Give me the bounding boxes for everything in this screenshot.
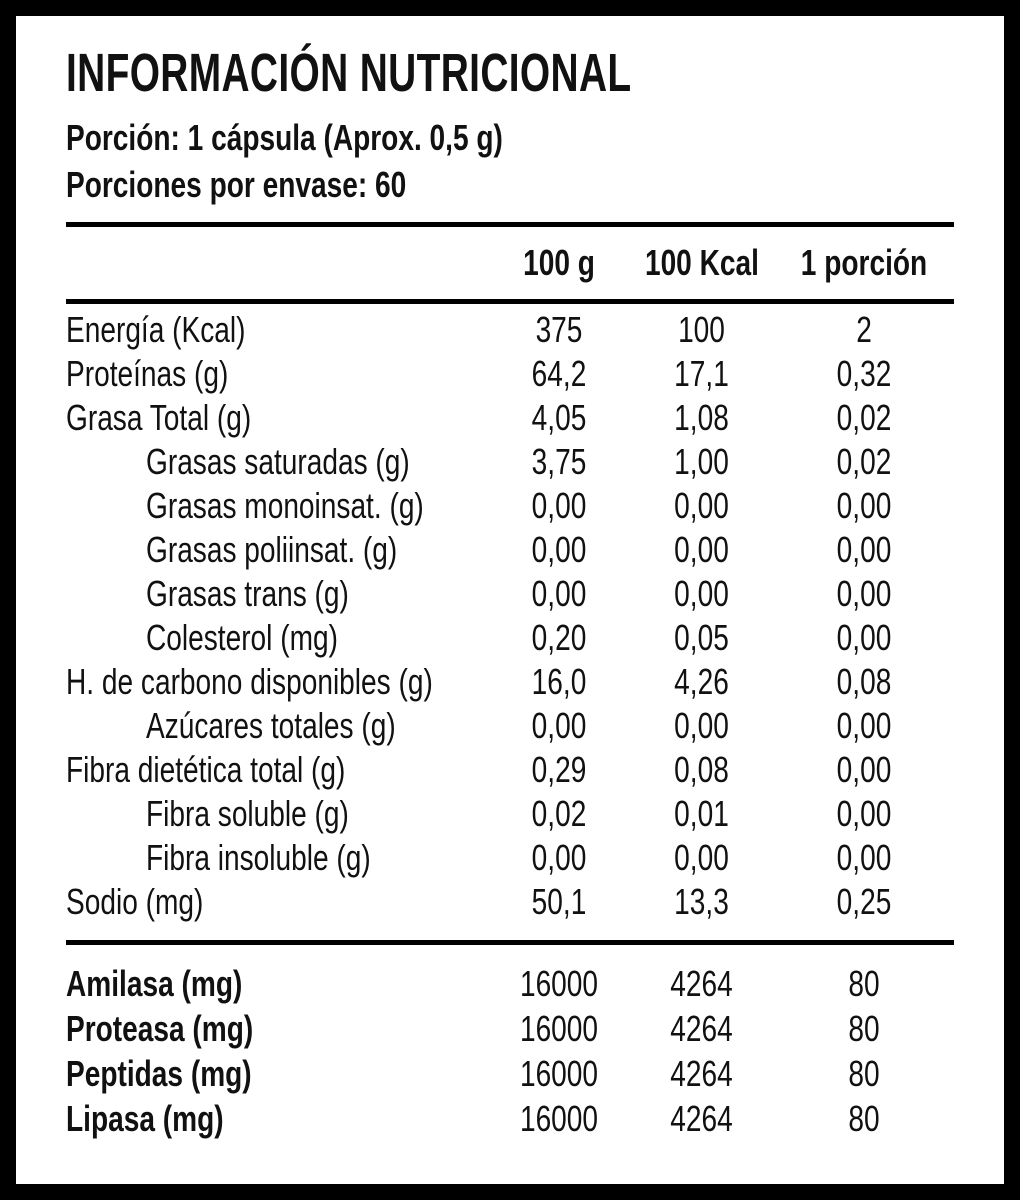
column-header-100g xyxy=(489,242,629,284)
row-value-100kcal-cell xyxy=(629,352,774,396)
row-value-100g-cell xyxy=(489,660,629,704)
nutrient-row xyxy=(66,484,954,528)
row-value-100g: 375 xyxy=(535,309,583,350)
row-value-porcion-cell xyxy=(774,572,954,616)
row-value-100g-cell xyxy=(489,616,629,660)
row-value-porcion-cell xyxy=(774,1006,954,1051)
row-value-100kcal-cell xyxy=(629,792,774,836)
row-label-cell xyxy=(66,352,489,396)
row-label: Proteasa (mg) xyxy=(66,1008,254,1049)
label-title xyxy=(66,42,954,104)
row-value-100g-cell xyxy=(489,528,629,572)
row-label: Grasa Total (g) xyxy=(66,397,252,438)
row-value-100kcal: 13,3 xyxy=(674,881,729,922)
nutrient-row xyxy=(66,660,954,704)
row-label: Colesterol (mg) xyxy=(146,617,338,658)
row-value-100kcal-cell xyxy=(629,961,774,1006)
nutrient-row xyxy=(66,440,954,484)
row-value-100g-cell xyxy=(489,748,629,792)
row-value-100g-cell xyxy=(489,704,629,748)
row-value-porcion: 0,32 xyxy=(836,353,892,394)
row-value-porcion: 80 xyxy=(848,1098,880,1139)
row-label-cell xyxy=(66,572,489,616)
row-value-100g-cell xyxy=(489,484,629,528)
serving-size-text: Porción: 1 cápsula (Aprox. 0,5 g) xyxy=(66,117,503,158)
enzyme-rows xyxy=(66,961,954,1141)
row-value-100g-cell xyxy=(489,961,629,1006)
row-value-100g-cell xyxy=(489,880,629,924)
nutrient-row xyxy=(66,616,954,660)
row-value-100kcal: 0,00 xyxy=(674,529,729,570)
row-value-100g: 64,2 xyxy=(531,353,587,394)
row-value-100kcal: 4264 xyxy=(670,1098,733,1139)
row-value-porcion: 2 xyxy=(856,309,872,350)
row-value-100kcal: 0,08 xyxy=(674,749,729,790)
row-value-100kcal: 100 xyxy=(678,309,725,350)
nutrient-row xyxy=(66,396,954,440)
row-value-100kcal-cell xyxy=(629,308,774,352)
row-value-porcion: 0,02 xyxy=(836,441,892,482)
row-label: Lipasa (mg) xyxy=(66,1098,224,1139)
row-label: Amilasa (mg) xyxy=(66,963,243,1004)
row-value-100g-cell xyxy=(489,1006,629,1051)
row-label-cell xyxy=(66,440,489,484)
row-value-porcion-cell xyxy=(774,836,954,880)
row-value-porcion: 0,00 xyxy=(836,617,892,658)
row-label-cell xyxy=(66,836,489,880)
row-label-cell xyxy=(66,660,489,704)
row-label: Azúcares totales (g) xyxy=(146,705,396,746)
serving-size-line xyxy=(66,114,954,161)
row-value-porcion: 0,08 xyxy=(836,661,892,702)
nutrient-row xyxy=(66,836,954,880)
row-label-cell xyxy=(66,748,489,792)
row-value-100g: 4,05 xyxy=(531,397,587,438)
row-value-100kcal: 0,00 xyxy=(674,573,729,614)
row-label-cell xyxy=(66,792,489,836)
row-label-cell xyxy=(66,616,489,660)
row-value-100kcal-cell xyxy=(629,880,774,924)
row-value-100g: 0,00 xyxy=(531,705,587,746)
nutrient-row xyxy=(66,748,954,792)
row-value-100g-cell xyxy=(489,836,629,880)
row-label: Energía (Kcal) xyxy=(66,309,246,350)
row-value-100kcal-cell xyxy=(629,572,774,616)
row-label: Grasas saturadas (g) xyxy=(146,441,410,482)
row-value-porcion: 0,02 xyxy=(836,397,892,438)
row-value-100kcal-cell xyxy=(629,616,774,660)
row-value-100kcal: 0,05 xyxy=(674,617,729,658)
row-label: H. de carbono disponibles (g) xyxy=(66,661,433,702)
row-label: Peptidas (mg) xyxy=(66,1053,252,1094)
row-value-100kcal: 0,01 xyxy=(674,793,729,834)
row-label-cell xyxy=(66,308,489,352)
row-value-100kcal-cell xyxy=(629,836,774,880)
row-value-100kcal: 4264 xyxy=(670,1008,733,1049)
enzyme-row xyxy=(66,1051,954,1096)
row-value-100g: 0,00 xyxy=(531,573,587,614)
row-value-100kcal-cell xyxy=(629,396,774,440)
row-value-porcion-cell xyxy=(774,1051,954,1096)
nutrient-row xyxy=(66,572,954,616)
row-value-porcion-cell xyxy=(774,704,954,748)
row-value-porcion: 80 xyxy=(848,1008,880,1049)
row-label: Fibra soluble (g) xyxy=(146,793,349,834)
row-value-100g: 0,00 xyxy=(531,485,587,526)
column-header-100kcal-text: 100 Kcal xyxy=(644,242,759,283)
enzyme-row xyxy=(66,961,954,1006)
row-label-cell xyxy=(66,484,489,528)
row-value-100kcal-cell xyxy=(629,704,774,748)
row-value-100g: 0,29 xyxy=(531,749,587,790)
nutrient-rows xyxy=(66,304,954,924)
row-value-100g: 0,00 xyxy=(531,837,587,878)
serving-info xyxy=(66,114,954,208)
divider-enzymes xyxy=(66,940,954,945)
row-label-cell xyxy=(66,880,489,924)
row-value-100g-cell xyxy=(489,440,629,484)
row-label: Grasas poliinsat. (g) xyxy=(146,529,398,570)
row-value-100kcal-cell xyxy=(629,660,774,704)
row-value-100kcal-cell xyxy=(629,748,774,792)
row-label: Fibra insoluble (g) xyxy=(146,837,371,878)
row-value-100kcal-cell xyxy=(629,484,774,528)
row-value-100g-cell xyxy=(489,572,629,616)
row-label: Sodio (mg) xyxy=(66,881,204,922)
row-value-porcion-cell xyxy=(774,440,954,484)
row-value-porcion: 0,00 xyxy=(836,573,892,614)
row-value-100kcal: 0,00 xyxy=(674,837,729,878)
row-value-porcion: 0,00 xyxy=(836,529,892,570)
row-value-porcion: 0,25 xyxy=(836,881,892,922)
label-title-text: INFORMACIÓN NUTRICIONAL xyxy=(66,43,632,103)
row-value-porcion-cell xyxy=(774,308,954,352)
row-value-100kcal: 1,00 xyxy=(674,441,729,482)
row-value-100g: 3,75 xyxy=(531,441,587,482)
enzyme-row xyxy=(66,1006,954,1051)
row-label-cell xyxy=(66,1006,489,1051)
row-value-100kcal-cell xyxy=(629,1006,774,1051)
row-value-porcion: 80 xyxy=(848,963,880,1004)
row-value-100g: 16000 xyxy=(519,1098,599,1139)
row-label-cell xyxy=(66,1096,489,1141)
row-value-porcion-cell xyxy=(774,616,954,660)
servings-per-container-line xyxy=(66,161,954,208)
servings-per-container-text: Porciones por envase: 60 xyxy=(66,164,407,205)
row-value-100kcal: 0,00 xyxy=(674,705,729,746)
row-value-100g-cell xyxy=(489,792,629,836)
row-value-porcion-cell xyxy=(774,396,954,440)
column-header-100g-text: 100 g xyxy=(523,242,595,283)
row-value-100g-cell xyxy=(489,1096,629,1141)
row-value-100g: 0,02 xyxy=(531,793,587,834)
nutrient-row xyxy=(66,352,954,396)
row-value-100kcal-cell xyxy=(629,1051,774,1096)
nutrient-row xyxy=(66,792,954,836)
row-value-100g-cell xyxy=(489,308,629,352)
row-value-porcion-cell xyxy=(774,528,954,572)
row-value-porcion-cell xyxy=(774,352,954,396)
row-label: Fibra dietética total (g) xyxy=(66,749,346,790)
row-value-porcion-cell xyxy=(774,880,954,924)
row-label: Proteínas (g) xyxy=(66,353,229,394)
row-value-porcion-cell xyxy=(774,961,954,1006)
nutrient-row xyxy=(66,704,954,748)
row-value-100g: 16000 xyxy=(519,1053,599,1094)
row-label: Grasas trans (g) xyxy=(146,573,349,614)
row-value-100kcal: 4,26 xyxy=(674,661,729,702)
nutrient-row xyxy=(66,528,954,572)
row-value-100kcal-cell xyxy=(629,528,774,572)
row-value-porcion: 0,00 xyxy=(836,837,892,878)
row-value-100g: 16000 xyxy=(519,963,599,1004)
row-value-100kcal: 0,00 xyxy=(674,485,729,526)
row-value-porcion-cell xyxy=(774,484,954,528)
row-value-porcion-cell xyxy=(774,1096,954,1141)
enzyme-row xyxy=(66,1096,954,1141)
row-label-cell xyxy=(66,1051,489,1096)
row-value-100g: 16,0 xyxy=(531,661,587,702)
label-content xyxy=(16,16,1004,1141)
row-value-porcion-cell xyxy=(774,748,954,792)
row-label: Grasas monoinsat. (g) xyxy=(146,485,424,526)
row-value-100kcal-cell xyxy=(629,440,774,484)
row-value-100kcal-cell xyxy=(629,1096,774,1141)
row-value-porcion: 0,00 xyxy=(836,485,892,526)
row-value-100g-cell xyxy=(489,1051,629,1096)
label-panel xyxy=(16,16,1004,1184)
row-value-porcion: 80 xyxy=(848,1053,880,1094)
row-value-porcion-cell xyxy=(774,660,954,704)
row-value-100kcal: 17,1 xyxy=(674,353,729,394)
column-header-row xyxy=(66,227,954,299)
row-value-100g: 16000 xyxy=(519,1008,599,1049)
row-value-100kcal: 1,08 xyxy=(674,397,729,438)
row-label-cell xyxy=(66,396,489,440)
row-value-100kcal: 4264 xyxy=(670,963,733,1004)
row-value-100g: 0,20 xyxy=(531,617,587,658)
row-label-cell xyxy=(66,704,489,748)
row-value-porcion: 0,00 xyxy=(836,749,892,790)
nutrient-row xyxy=(66,880,954,924)
row-value-100g: 0,00 xyxy=(531,529,587,570)
column-header-100kcal xyxy=(629,242,774,284)
row-value-100g: 50,1 xyxy=(531,881,587,922)
row-label-cell xyxy=(66,961,489,1006)
nutrient-row xyxy=(66,308,954,352)
row-value-100g-cell xyxy=(489,352,629,396)
column-header-porcion xyxy=(774,242,954,284)
row-value-100g-cell xyxy=(489,396,629,440)
row-value-porcion: 0,00 xyxy=(836,705,892,746)
row-value-porcion: 0,00 xyxy=(836,793,892,834)
row-label-cell xyxy=(66,528,489,572)
column-header-porcion-text: 1 porción xyxy=(800,242,928,283)
row-value-porcion-cell xyxy=(774,792,954,836)
row-value-100kcal: 4264 xyxy=(670,1053,733,1094)
